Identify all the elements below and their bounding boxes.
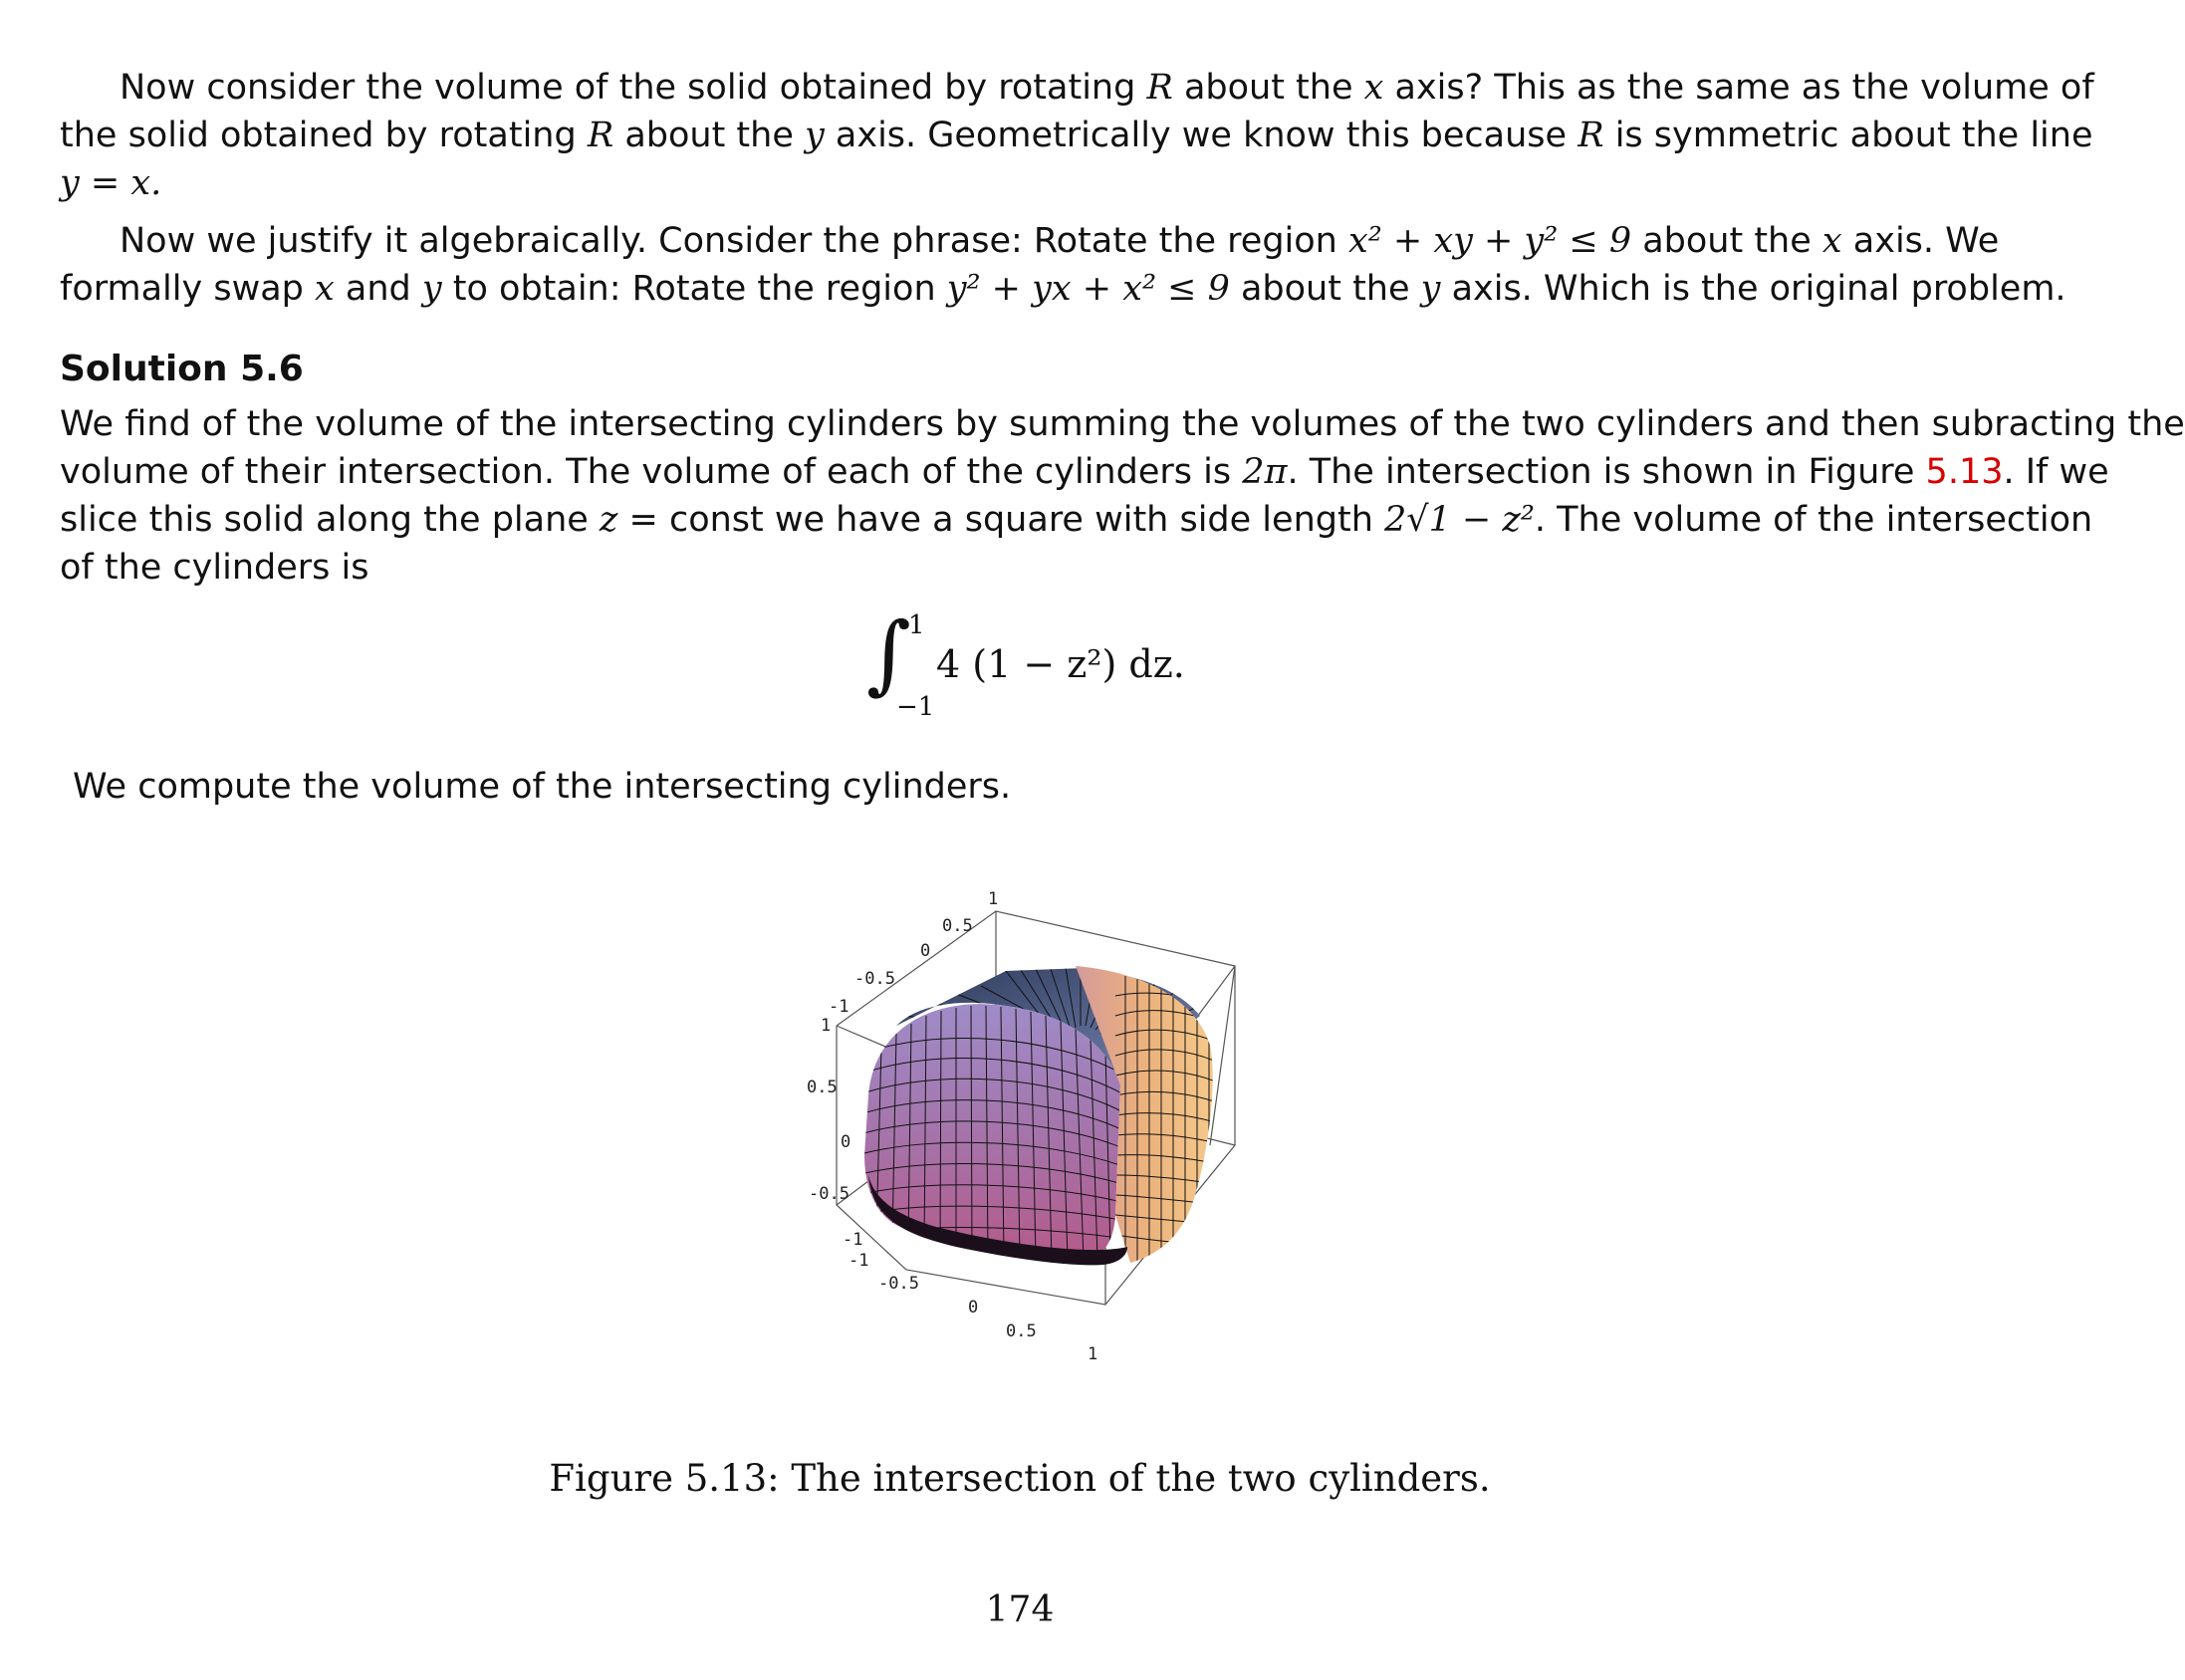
svg-text:-0.5: -0.5 (854, 969, 895, 989)
cylinders-figure (757, 876, 1354, 1364)
solution-line-4: of the cylinders is (60, 548, 369, 588)
svg-text:0: 0 (841, 1132, 851, 1152)
svg-text:-1: -1 (843, 1230, 863, 1250)
solution-line-1: We find of the volume of the intersecting cylinders by summing the volumes of the two cylinders and then subracting the (60, 404, 2185, 444)
svg-text:1: 1 (821, 1016, 832, 1036)
page-number: 174 (985, 1589, 1055, 1630)
integral-body: 4 (1 − z²) dz. (936, 642, 1185, 686)
svg-text:0.5: 0.5 (1006, 1321, 1037, 1341)
integral-sign: ∫ (866, 604, 911, 704)
paragraph-2-line-2: formally swap x and y to obtain: Rotate the region y² + yx + x² ≤ 9 about the y axis. Which is the original problem. (60, 269, 2066, 309)
paragraph-1-line-2: the solid obtained by rotating R about the y axis. Geometrically we know this because R is symmetric about the line (60, 116, 2093, 155)
integral-upper-limit: 1 (908, 610, 925, 640)
svg-text:0.5: 0.5 (942, 916, 973, 936)
svg-text:1: 1 (988, 889, 999, 909)
paragraph-1-line-3: y = x. (60, 163, 162, 203)
svg-text:-0.5: -0.5 (809, 1184, 850, 1204)
paragraph-1 (60, 64, 2094, 207)
left-axis-ticks (807, 1016, 862, 1250)
bottom-axis-ticks (849, 1251, 1097, 1364)
svg-text:0: 0 (968, 1298, 979, 1318)
svg-text:-0.5: -0.5 (878, 1274, 919, 1294)
solution-line-3: slice this solid along the plane z = const we have a square with side length 2√1 − z². The volume of the intersection (60, 500, 2093, 540)
figure-caption: Figure 5.13: The intersection of the two cylinders. (549, 1457, 1491, 1500)
compute-text: We compute the volume of the intersecting cylinders. (73, 767, 1012, 807)
svg-text:0: 0 (920, 941, 931, 961)
solution-paragraph (60, 400, 2185, 592)
figure-ref-link[interactable]: 5.13 (1925, 452, 2004, 492)
svg-text:-1: -1 (829, 997, 850, 1017)
integral-equation (866, 604, 1185, 722)
solution-line-2: volume of their intersection. The volume of each of the cylinders is 2π. The intersection is shown in Figure 5.13. If we (60, 452, 2109, 492)
solution-heading: Solution 5.6 (60, 349, 304, 389)
svg-text:1: 1 (1088, 1344, 1098, 1364)
svg-text:0.5: 0.5 (807, 1078, 838, 1097)
svg-text:-1: -1 (849, 1251, 869, 1271)
paragraph-1-line-1: Now consider the volume of the solid obtained by rotating R about the x axis? This as the same as the volume of (120, 68, 2094, 108)
integral-lower-limit: −1 (896, 692, 935, 722)
paragraph-2 (60, 217, 2066, 313)
paragraph-2-line-1: Now we justify it algebraically. Consider the phrase: Rotate the region x² + xy + y² ≤ 9 about the x axis. We (120, 221, 2000, 261)
